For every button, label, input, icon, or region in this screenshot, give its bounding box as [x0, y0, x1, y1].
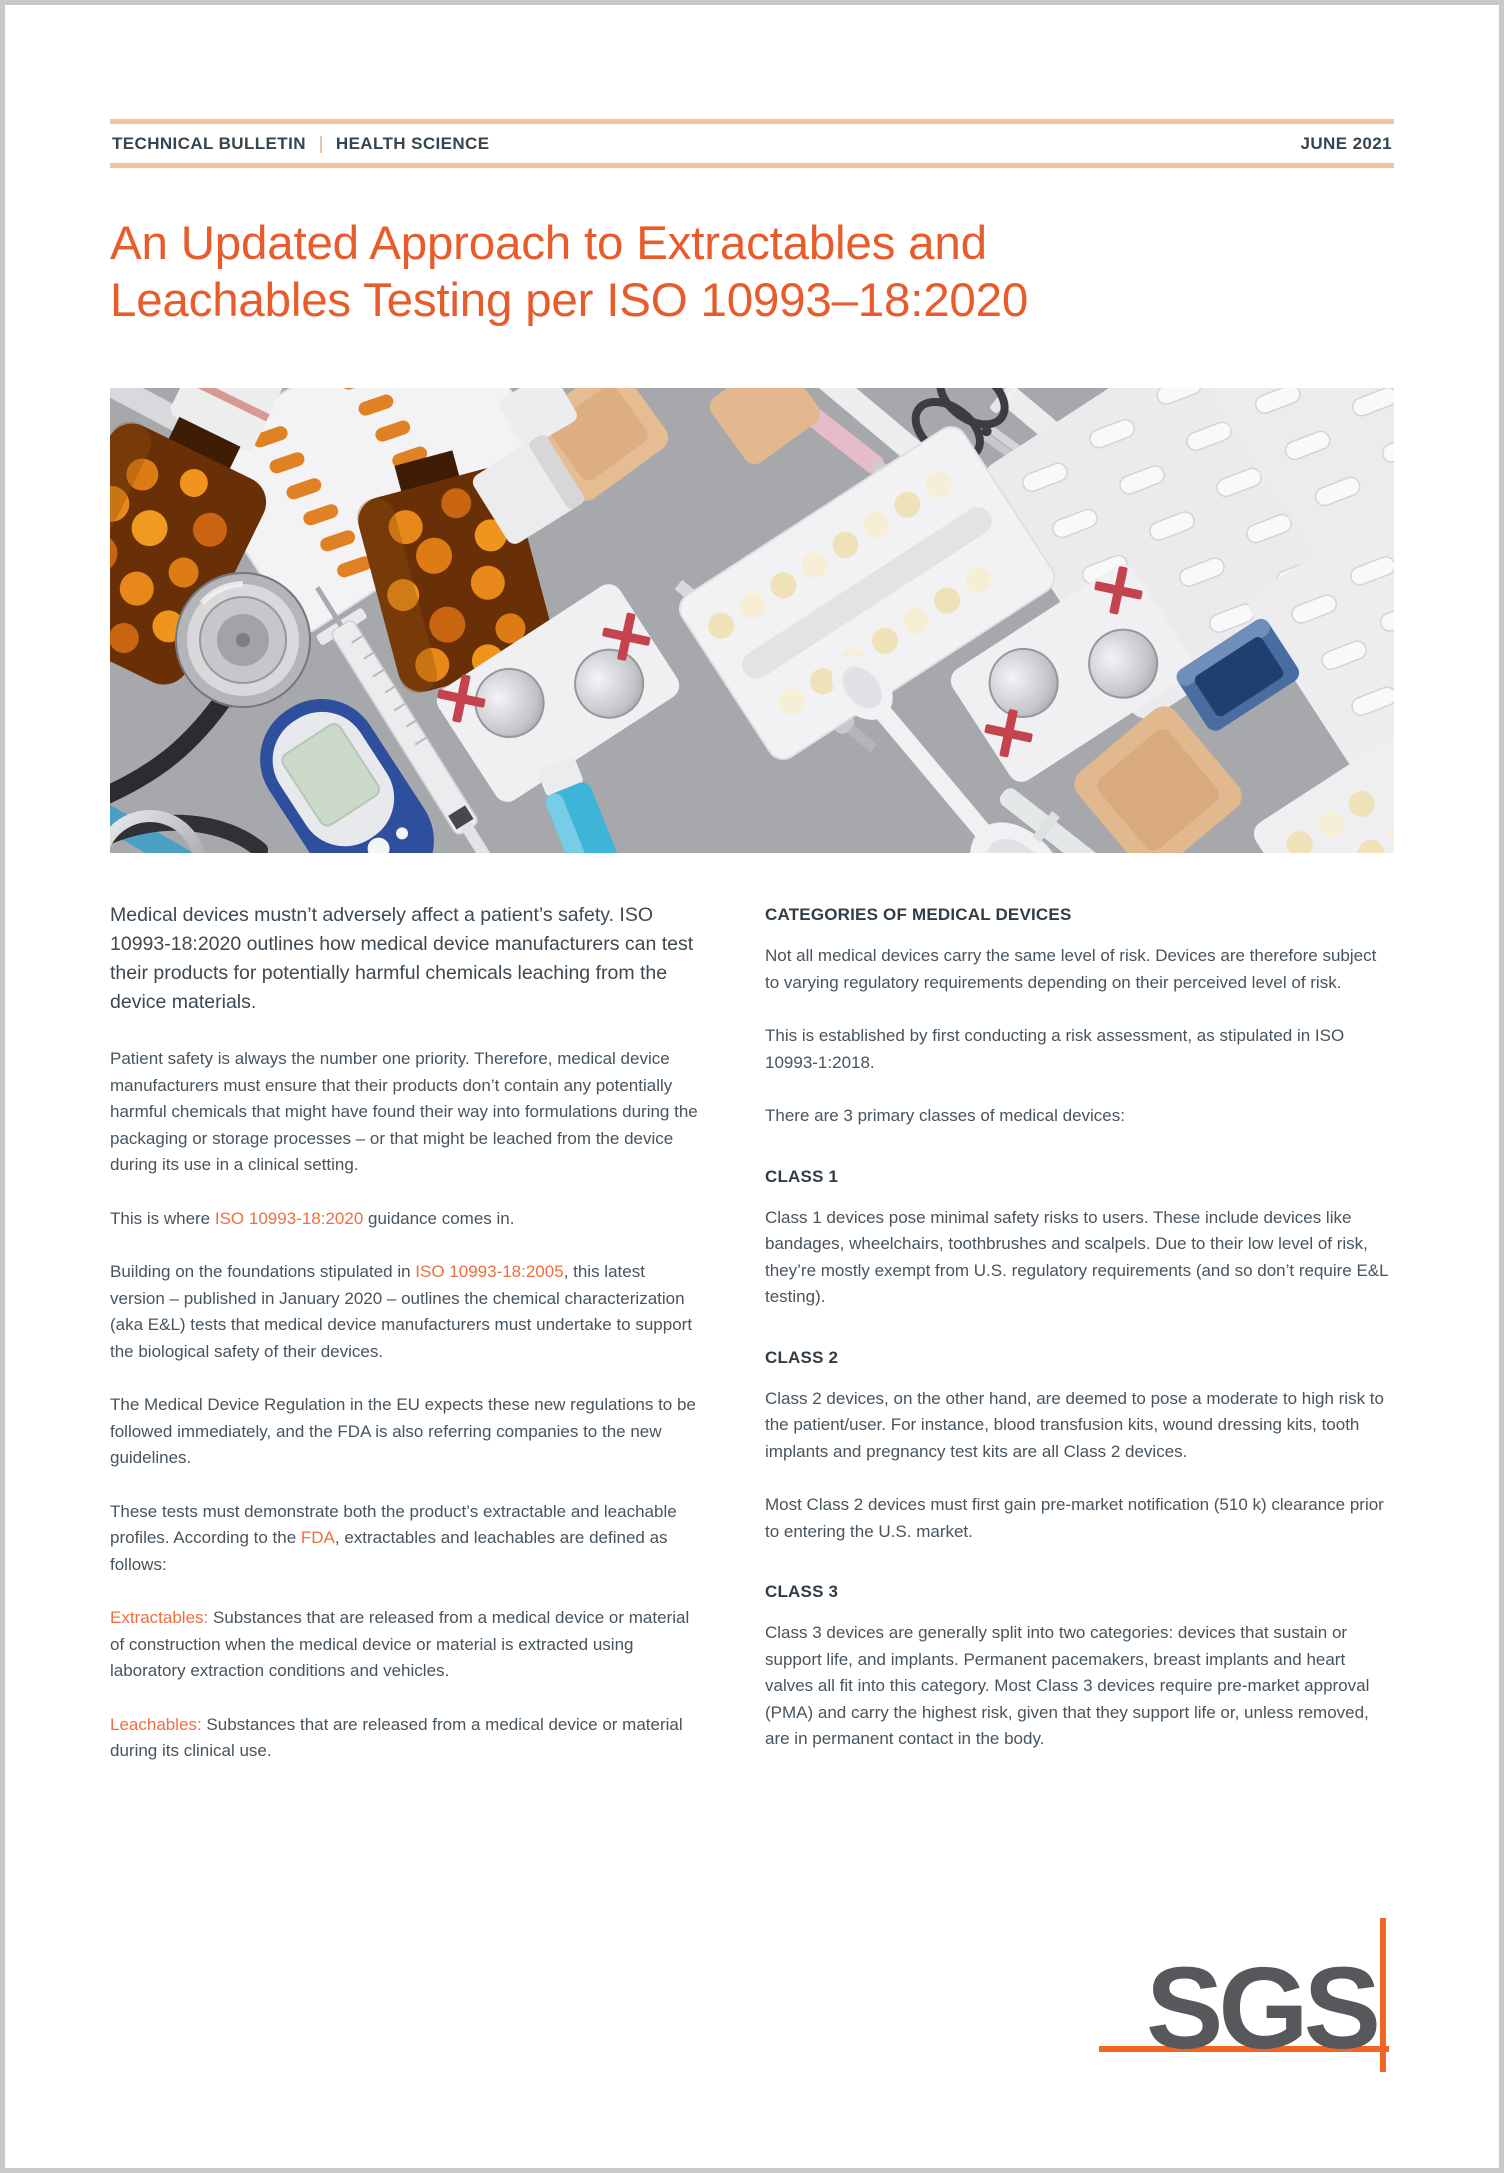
- masthead-left: [112, 134, 489, 154]
- text-run: The Medical Device Regulation in the EU expects these new regulations to be followed immediately, and the FDA is also referring companies to the new guidelines.: [110, 1395, 696, 1467]
- categories-paragraph-classes: There are 3 primary classes of medical devices:: [765, 1106, 1125, 1125]
- body-paragraph-mdr: [110, 1392, 699, 1472]
- page-title: [110, 215, 1394, 329]
- class-2-heading: CLASS 2: [765, 1347, 839, 1367]
- text-run: , extractables and leachables are defined as follows:: [110, 1528, 668, 1574]
- categories-column: [765, 901, 1394, 1792]
- body-paragraph-guidance: [110, 1206, 699, 1233]
- body-paragraph-patient-safety: [110, 1046, 699, 1179]
- text-run: These tests must demonstrate both the product’s extractable and leachable profiles. According to the: [110, 1501, 677, 1547]
- body-paragraph-tests: [110, 1499, 699, 1579]
- class-1-heading: CLASS 1: [765, 1166, 839, 1186]
- class-2-paragraph-2: Most Class 2 devices must first gain pre-market notification (510 k) clearance prior to entering the U.S. market.: [765, 1495, 1384, 1541]
- masthead-divider: [320, 136, 322, 153]
- masthead-category: TECHNICAL BULLETIN: [112, 134, 306, 153]
- masthead: [110, 119, 1394, 168]
- class-3-paragraph: Class 3 devices are generally split into two categories: devices that sustain or support life, and implants. Permanent pacemakers, breast implants and heart valves all fit into this category. Most Class 3 devices require pre-market approval (PMA) and carry the highest risk, given that they support life or, unless removed, are in permanent contact in the body.: [765, 1623, 1370, 1748]
- inline-link[interactable]: FDA: [300, 1528, 335, 1547]
- categories-paragraph-assessment: This is established by first conducting a risk assessment, as stipulated in ISO 10993-1:2018.: [765, 1026, 1345, 1072]
- text-run: Patient safety is always the number one priority. Therefore, medical device manufacturers must ensure that their products don’t contain any potentially harmful chemicals that might have found their way into formulations during the packaging or storage processes – or that might be leached from the device during its use in a clinical setting.: [110, 1049, 698, 1174]
- accent-label: Extractables:: [110, 1608, 209, 1627]
- categories-paragraph-risk: Not all medical devices carry the same level of risk. Devices are therefore subject to varying regulatory requirements depending on their perceived level of risk.: [765, 946, 1377, 992]
- intro-column: [110, 901, 699, 1792]
- page-title-line-2: Leachables Testing per ISO 10993–18:2020: [110, 274, 1029, 327]
- definition-extractables: [110, 1605, 699, 1685]
- masthead-section: HEALTH SCIENCE: [335, 134, 490, 153]
- text-run: , this latest version – published in January 2020 – outlines the chemical characterization (aka E&L) tests that medical device manufacturers must undertake to support the biological safety of their devices.: [110, 1262, 693, 1361]
- page-content: [5, 119, 1499, 1792]
- medical-devices-photo: [110, 388, 1394, 853]
- sgs-logo-text: SGS: [1146, 1942, 1376, 2073]
- body-columns: [110, 901, 1394, 1792]
- text-run: guidance comes in.: [363, 1208, 515, 1228]
- inline-link[interactable]: ISO 10993-18:2005: [415, 1262, 564, 1281]
- body-paragraph-foundations: [110, 1259, 699, 1365]
- definition-leachables: [110, 1712, 699, 1765]
- text-run: Substances that are released from a medical device or material of construction when the medical device or material is extracted using laboratory extraction conditions and vehicles.: [110, 1608, 690, 1680]
- accent-label: Leachables:: [110, 1714, 202, 1734]
- class-1-paragraph: Class 1 devices pose minimal safety risks to users. These include devices like bandages, wheelchairs, toothbrushes and scalpels. Due to their low level of risk, they’re mostly exempt from U.S. regulatory requirements (and so don’t require E&L testing).: [765, 1207, 1388, 1306]
- sgs-logo: [1099, 1918, 1389, 2072]
- text-run: Substances that are released from a medical device or material during its clinical use.: [110, 1714, 683, 1760]
- class-3-heading: CLASS 3: [765, 1582, 839, 1601]
- sgs-logo-vertical-line: [1380, 1918, 1386, 2072]
- masthead-date: JUNE 2021: [1300, 134, 1392, 153]
- page-title-line-1: An Updated Approach to Extractables and: [110, 217, 987, 270]
- intro-paragraph: [110, 901, 699, 1017]
- inline-link[interactable]: ISO 10993-18:2020: [214, 1208, 364, 1228]
- section-heading-categories: CATEGORIES OF MEDICAL DEVICES: [765, 905, 1072, 924]
- class-2-paragraph-1: Class 2 devices, on the other hand, are deemed to pose a moderate to high risk to the patient/user. For instance, blood transfusion kits, wound dressing kits, tooth implants and pregnancy test kits are all Class 2 devices.: [765, 1388, 1384, 1461]
- text-run: This is where: [110, 1208, 215, 1228]
- text-run: Building on the foundations stipulated in: [110, 1262, 416, 1281]
- text-run: Medical devices mustn’t adversely affect a patient’s safety. ISO 10993-18:2020 outlines how medical device manufacturers can test their products for potentially harmful chemicals leaching from the device materials.: [110, 904, 694, 1013]
- medical-devices-photo-illustration: [110, 388, 1394, 853]
